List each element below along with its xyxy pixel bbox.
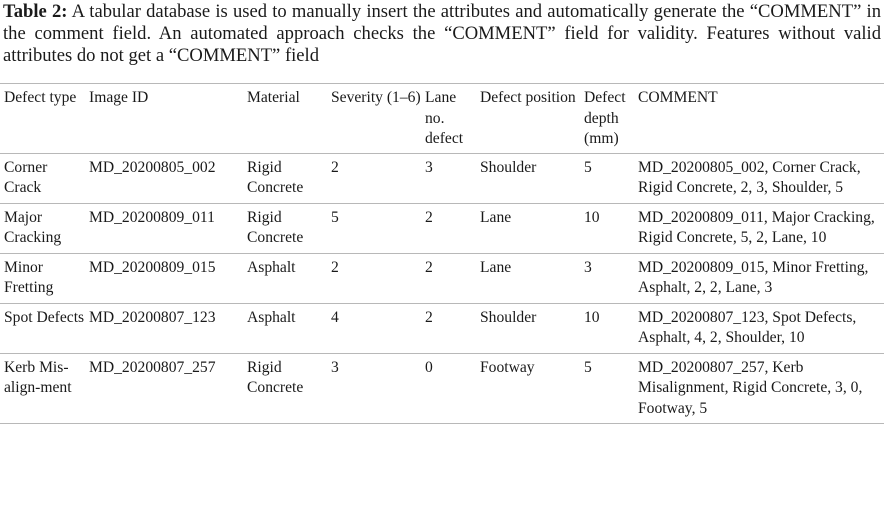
cell-lane: 2 <box>425 258 433 276</box>
cell-image-id: MD_20200805_002 <box>89 158 216 176</box>
cell-defect-type: Minor Fretting <box>4 258 54 296</box>
caption-text: A tabular database is used to manually insert the attributes and automatically generate the “COMMENT” in the comment field. An automated approach checks the “COMMENT” field for validity. Features without valid attributes do not get a “COMMENT” field <box>3 1 882 66</box>
cell-image-id: MD_20200809_015 <box>89 258 216 276</box>
table-header-row <box>0 84 884 154</box>
defect-table <box>0 83 884 424</box>
header-defect-depth: Defect depth (mm) <box>584 89 626 147</box>
cell-image-id: MD_20200809_011 <box>89 208 215 226</box>
cell-severity: 3 <box>331 358 339 376</box>
cell-position: Lane <box>480 208 512 226</box>
cell-depth: 10 <box>584 208 600 226</box>
table-row <box>0 203 884 253</box>
cell-material: Asphalt <box>247 308 296 326</box>
header-defect-type: Defect type <box>4 89 77 106</box>
header-material: Material <box>247 89 300 106</box>
cell-severity: 5 <box>331 208 339 226</box>
cell-defect-type: Major Cracking <box>4 208 62 246</box>
cell-comment: MD_20200807_123, Spot Defects, Asphalt, 4, 2, Shoulder, 10 <box>638 308 857 346</box>
table-row <box>0 153 884 203</box>
cell-lane: 3 <box>425 158 433 176</box>
cell-position: Lane <box>480 258 512 276</box>
cell-position: Footway <box>480 358 535 376</box>
cell-lane: 0 <box>425 358 433 376</box>
cell-material: Rigid Concrete <box>247 158 304 196</box>
cell-comment: MD_20200809_011, Major Cracking, Rigid Concrete, 5, 2, Lane, 10 <box>638 208 875 246</box>
cell-image-id: MD_20200807_123 <box>89 308 216 326</box>
cell-position: Shoulder <box>480 308 537 326</box>
cell-material: Asphalt <box>247 258 296 276</box>
table-row <box>0 353 884 424</box>
cell-comment: MD_20200807_257, Kerb Misalignment, Rigid Concrete, 3, 0, Footway, 5 <box>638 358 863 417</box>
cell-comment: MD_20200805_002, Corner Crack, Rigid Concrete, 2, 3, Shoulder, 5 <box>638 158 861 196</box>
cell-defect-type: Spot Defects <box>4 308 85 326</box>
table-row <box>0 253 884 303</box>
header-defect-position: Defect position <box>480 89 576 106</box>
cell-position: Shoulder <box>480 158 537 176</box>
cell-depth: 10 <box>584 308 600 326</box>
cell-lane: 2 <box>425 308 433 326</box>
caption-label: Table 2: <box>3 1 68 22</box>
cell-depth: 5 <box>584 158 592 176</box>
cell-severity: 4 <box>331 308 339 326</box>
header-comment: COMMENT <box>638 89 718 106</box>
cell-depth: 5 <box>584 358 592 376</box>
cell-defect-type: Corner Crack <box>4 158 48 196</box>
cell-material: Rigid Concrete <box>247 358 304 396</box>
cell-severity: 2 <box>331 158 339 176</box>
header-severity: Severity (1–6) <box>331 89 421 106</box>
cell-severity: 2 <box>331 258 339 276</box>
cell-lane: 2 <box>425 208 433 226</box>
table-row <box>0 303 884 353</box>
table-caption <box>3 1 881 67</box>
cell-comment: MD_20200809_015, Minor Fretting, Asphalt, 2, 2, Lane, 3 <box>638 258 869 296</box>
cell-image-id: MD_20200807_257 <box>89 358 216 376</box>
header-lane-no-defect: Lane no. defect <box>425 89 464 147</box>
cell-material: Rigid Concrete <box>247 208 304 246</box>
header-image-id: Image ID <box>89 89 149 106</box>
cell-depth: 3 <box>584 258 592 276</box>
cell-defect-type: Kerb Mis-align-ment <box>4 358 72 396</box>
